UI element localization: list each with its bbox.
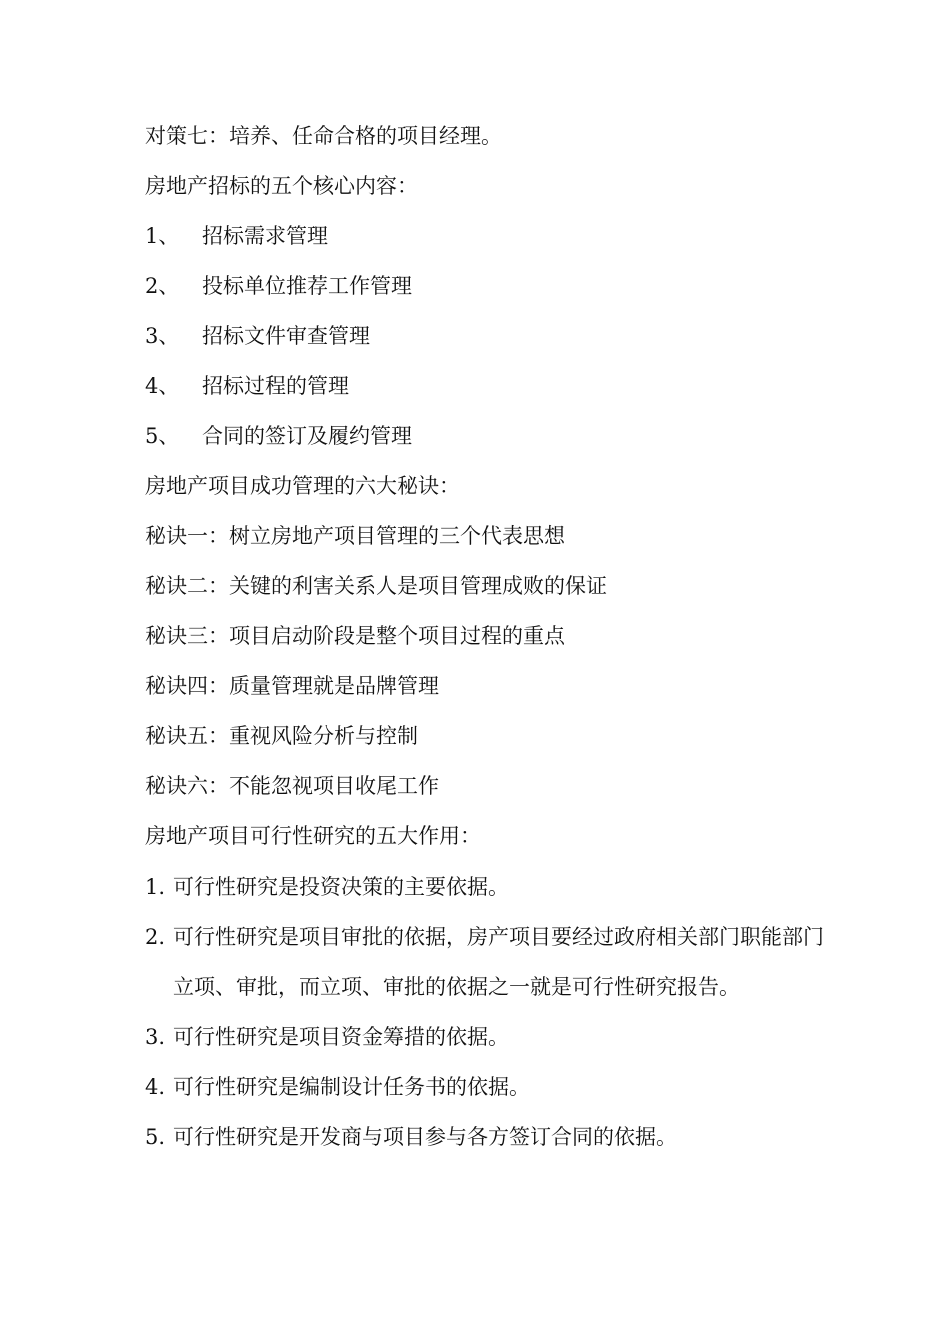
- list-item: [145, 270, 825, 320]
- list-item: [145, 920, 825, 1020]
- list-item-text: 可行性研究是编制设计任务书的依据。: [173, 1075, 530, 1099]
- list-item-text: 可行性研究是开发商与项目参与各方签订合同的依据。: [173, 1125, 677, 1149]
- list-item-number: 2、: [145, 274, 180, 298]
- secret-item: 秘诀一：树立房地产项目管理的三个代表思想: [145, 524, 565, 548]
- heading-bidding-core: 房地产招标的五个核心内容：: [145, 174, 418, 198]
- list-item: [145, 320, 825, 370]
- list-item-number: 5、: [145, 424, 180, 448]
- secret-item: 秘诀三：项目启动阶段是整个项目过程的重点: [145, 624, 565, 648]
- heading-feasibility-roles: 房地产项目可行性研究的五大作用：: [145, 824, 481, 848]
- list-item-text: 可行性研究是投资决策的主要依据。: [173, 875, 509, 899]
- list-item-number: 5.: [145, 1125, 166, 1149]
- list-item-text: 招标过程的管理: [202, 374, 349, 398]
- document-page: [145, 120, 825, 1170]
- secret-item: 秘诀五：重视风险分析与控制: [145, 724, 418, 748]
- list-item-text: 合同的签订及履约管理: [202, 424, 412, 448]
- list-item-number: 1、: [145, 224, 180, 248]
- secret-item: 秘诀四：质量管理就是品牌管理: [145, 674, 439, 698]
- list-item: [145, 370, 825, 420]
- heading-six-secrets: 房地产项目成功管理的六大秘诀：: [145, 474, 460, 498]
- list-item: [145, 1120, 825, 1170]
- list-item-number: 4、: [145, 374, 180, 398]
- list-item-text: 可行性研究是项目资金筹措的依据。: [173, 1025, 509, 1049]
- list-item-number: 2.: [145, 925, 166, 949]
- list-item-number: 4.: [145, 1075, 166, 1099]
- secret-item: 秘诀二：关键的利害关系人是项目管理成败的保证: [145, 574, 607, 598]
- secret-item: 秘诀六：不能忽视项目收尾工作: [145, 774, 439, 798]
- list-item: [145, 220, 825, 270]
- list-item-text: 招标需求管理: [202, 224, 328, 248]
- list-item-text: 招标文件审查管理: [202, 324, 370, 348]
- heading-strategy-seven: 对策七：培养、任命合格的项目经理。: [145, 124, 502, 148]
- list-item-number: 1.: [145, 875, 166, 899]
- list-item-number: 3.: [145, 1025, 166, 1049]
- list-item-number: 3、: [145, 324, 180, 348]
- list-item: [145, 420, 825, 470]
- list-item-text: 投标单位推荐工作管理: [202, 274, 412, 298]
- list-item-text: 可行性研究是项目审批的依据，房产项目要经过政府相关部门职能部门立项、审批，而立项、审批的依据之一就是可行性研究报告。: [173, 925, 824, 999]
